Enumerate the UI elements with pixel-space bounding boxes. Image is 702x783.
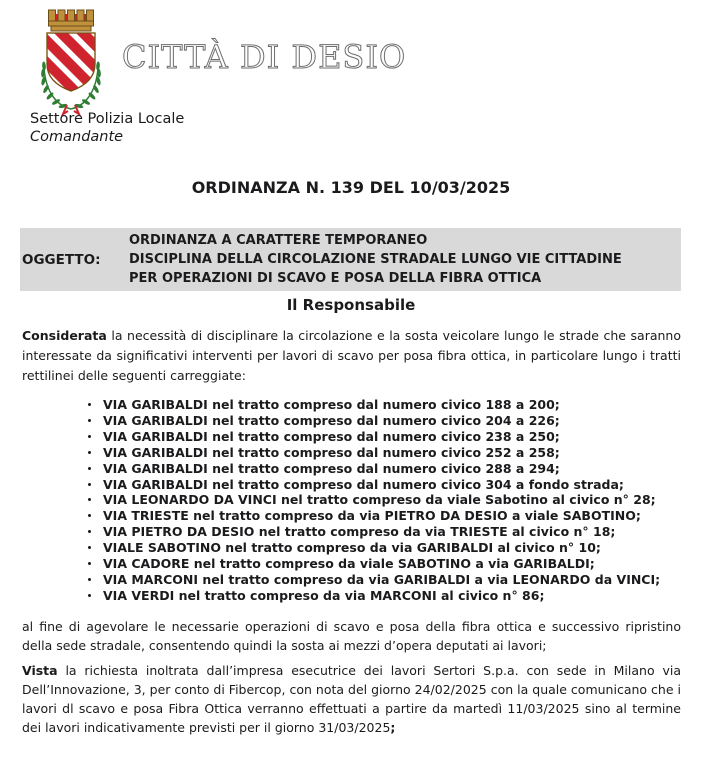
city-title <box>122 28 432 80</box>
street-list-item: VIA GARIBALDI nel tratto compreso dal numero civico 304 a fondo strada; <box>86 477 681 493</box>
department-name: Settore Polizia Locale <box>30 111 185 127</box>
vista-tail: ; <box>390 719 396 735</box>
ordinance-title: ORDINANZA N. 139 DEL 10/03/2025 <box>191 178 511 197</box>
subject-box <box>20 228 681 291</box>
street-list <box>86 397 681 604</box>
subject-line-1: ORDINANZA A CARATTERE TEMPORANEO <box>129 233 428 248</box>
street-list-item: VIA GARIBALDI nel tratto compreso dal numero civico 288 a 294; <box>86 461 681 477</box>
street-list-item: VIA GARIBALDI nel tratto compreso dal numero civico 204 a 226; <box>86 413 681 429</box>
vista-lead: Vista <box>22 662 58 678</box>
department-block <box>30 110 184 146</box>
street-list-item: VIA CADORE nel tratto compreso da viale SABOTINO a via GARIBALDI; <box>86 556 681 572</box>
letterhead <box>0 0 702 150</box>
subject-label: OGGETTO: <box>22 251 101 268</box>
subject-content <box>129 231 681 288</box>
vista-body: la richiesta inoltrata dall’impresa esecutrice dei lavori Sertori S.p.a. con sede in Milano via Dell’Innovazione, 3, per conto di Fibercop, con nota del giorno 24/02/2025 con la quale comunicano che i lavori dl scavo e posa Fibra Ottica verranno effettuati a partire da martedì 11/03/2025 sino al termine dei lavori indicativamente previsti per il giorno 31/03/2025 <box>22 662 681 735</box>
city-title-text: CITTÀ DI DESIO <box>122 38 407 76</box>
considerata-body: la necessità di disciplinare la circolazione e la sosta veicolare lungo le strade che saranno interessate da significativi interventi per lavori di scavo per posa fibra ottica, in particolare lungo i tratti rettilinei delle seguenti carreggiate: <box>22 328 681 383</box>
street-list-item: VIA PIETRO DA DESIO nel tratto compreso da via TRIESTE al civico n° 18; <box>86 524 681 540</box>
mural-crown-icon <box>49 10 94 31</box>
subject-line-2: DISCIPLINA DELLA CIRCOLAZIONE STRADALE LUNGO VIE CITTADINE <box>129 252 622 267</box>
commander-title: Comandante <box>30 129 124 145</box>
street-list-item: VIA LEONARDO DA VINCI nel tratto compreso da viale Sabotino al civico n° 28; <box>86 492 681 508</box>
city-crest-logo <box>30 6 112 118</box>
street-list-item: VIALE SABOTINO nel tratto compreso da via GARIBALDI al civico n° 10; <box>86 540 681 556</box>
paragraph-vista <box>22 661 681 737</box>
street-list-item: VIA GARIBALDI nel tratto compreso dal numero civico 238 a 250; <box>86 429 681 445</box>
street-list-item: VIA GARIBALDI nel tratto compreso dal numero civico 188 a 200; <box>86 397 681 413</box>
street-list-item: VIA TRIESTE nel tratto compreso da via PIETRO DA DESIO a viale SABOTINO; <box>86 508 681 524</box>
paragraph-al-fine: al fine di agevolare le necessarie operazioni di scavo e posa della fibra ottica e successivo ripristino della sede stradale, consentendo quindi la sosta ai mezzi d’opera deputati ai lavori; <box>22 618 681 654</box>
street-list-item: VIA MARCONI nel tratto compreso da via GARIBALDI a via LEONARDO da VINCI; <box>86 572 681 588</box>
subject-line-3: PER OPERAZIONI DI SCAVO E POSA DELLA FIBRA OTTICA <box>129 271 542 286</box>
street-list-item: VIA GARIBALDI nel tratto compreso dal numero civico 252 a 258; <box>86 445 681 461</box>
street-list-item: VIA VERDI nel tratto compreso da via MARCONI al civico n° 86; <box>86 588 681 604</box>
responsible-heading: Il Responsabile <box>286 296 416 314</box>
considerata-lead: Considerata <box>22 328 107 343</box>
paragraph-considerata <box>22 326 681 386</box>
